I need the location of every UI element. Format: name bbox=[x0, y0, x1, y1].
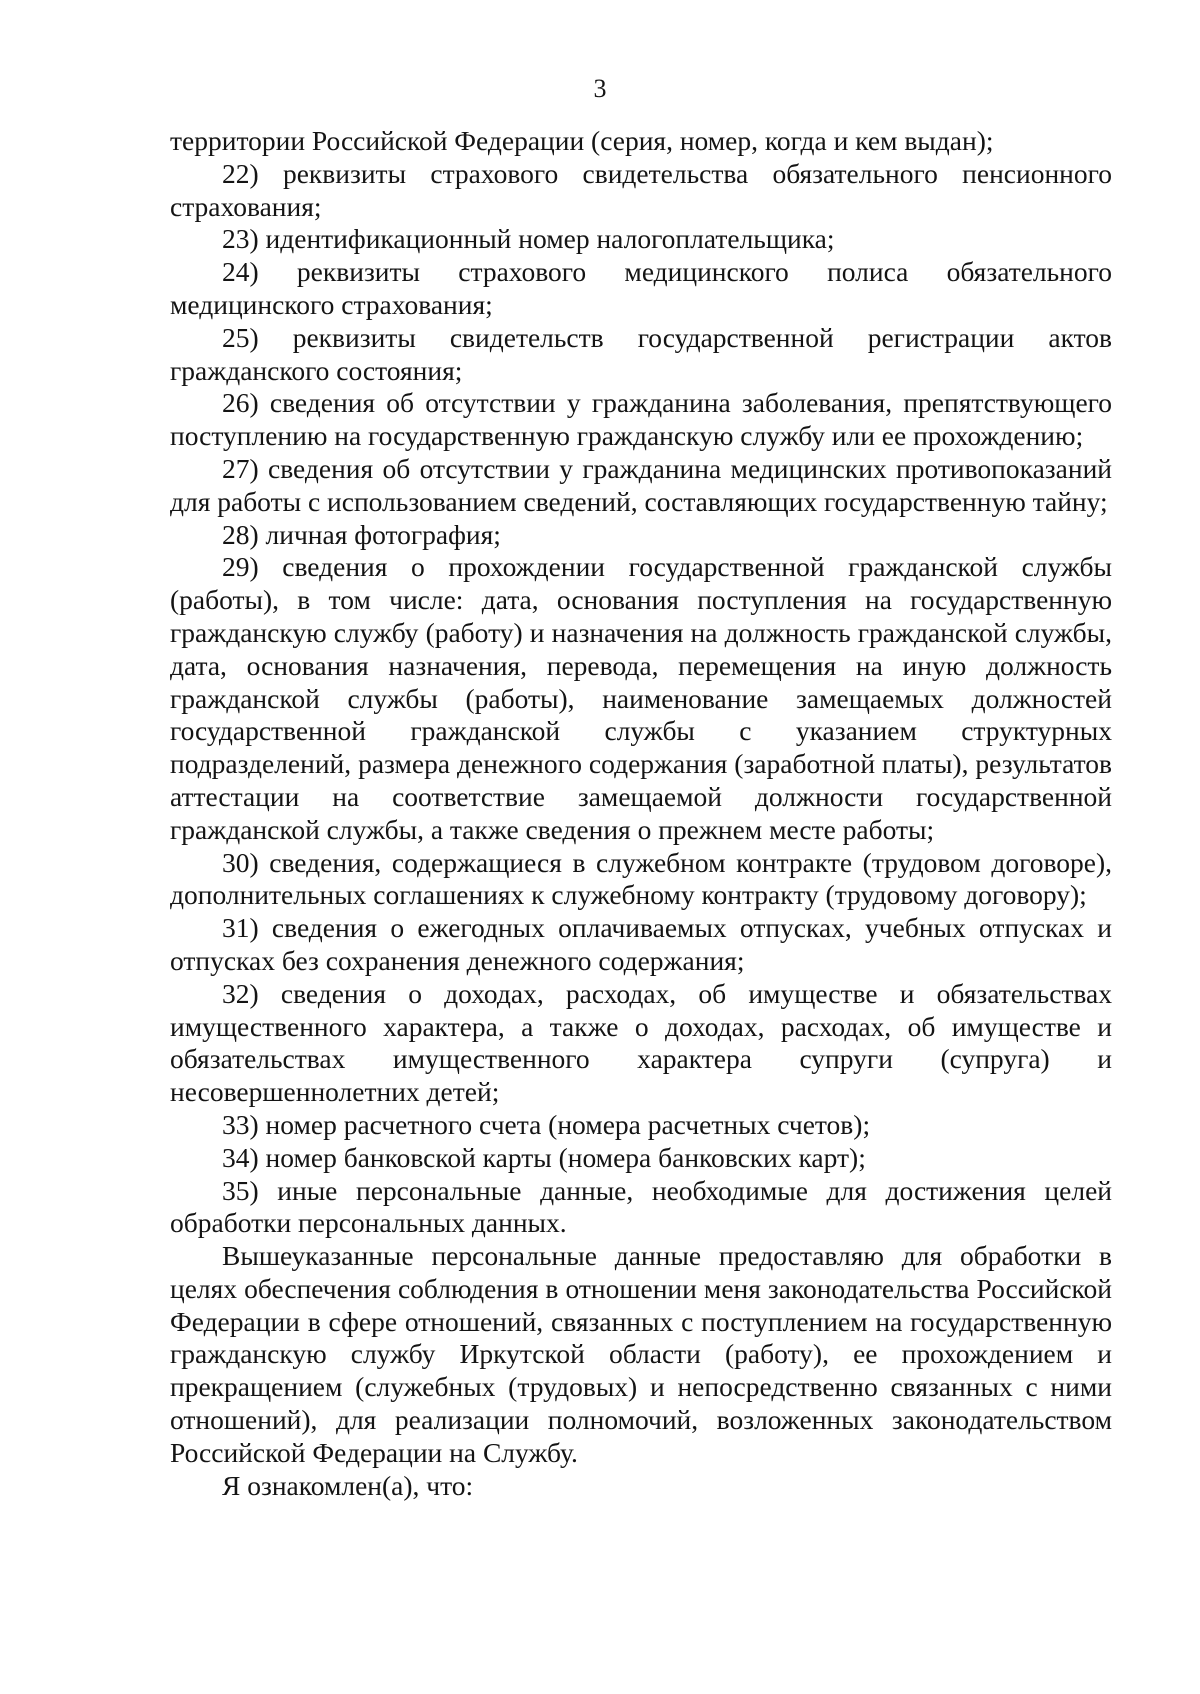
list-item-27: 27) сведения об отсутствии у гражданина медицинских противопоказаний для работы с использованием сведений, составляющих государственную тайну; bbox=[170, 452, 1112, 517]
list-item-31: 31) сведения о ежегодных оплачиваемых отпусках, учебных отпусках и отпусках без сохранения денежного содержания; bbox=[170, 912, 1112, 976]
paragraph-acknowledgement: Я ознакомлен(а), что: bbox=[222, 1469, 474, 1501]
paragraph-consent-purpose: Вышеуказанные персональные данные предоставляю для обработки в целях обеспечения соблюдения в отношении меня законодательства Российской Федерации в сфере отношений, связанных с поступлением на государственную гражданскую службу Иркутской области (работу), ее прохождением и прекращением (служебных (трудовых) и непосредственно связанных с ними отношений), для реализации полномочий, возложенных законодательством Российской Федерации на Службу. bbox=[170, 1240, 1112, 1468]
list-item-29: 29) сведения о прохождении государственной гражданской службы (работы), в том числе: дата, основания поступления на государственную гражданскую службу (работу) и назначения на должность гражданской службы, дата, основания назначения, перевода, перемещения на иную должность гражданской службы (работы), наименование замещаемых должностей государственной гражданской службы с указанием структурных подразделений, размера денежного содержания (заработной платы), результатов аттестации на соответствие замещаемой должности государственной гражданской службы, а также сведения о прежнем месте работы; bbox=[170, 551, 1112, 845]
list-item-22: 22) реквизиты страхового свидетельства обязательного пенсионного страхования; bbox=[170, 157, 1112, 222]
list-item-30: 30) сведения, содержащиеся в служебном контракте (трудовом договоре), дополнительных соглашениях к служебному контракту (трудовому договору); bbox=[170, 846, 1112, 911]
list-item-23: 23) идентификационный номер налогоплательщика; bbox=[222, 223, 835, 255]
list-item-28: 28) личная фотография; bbox=[222, 518, 501, 550]
list-item-25: 25) реквизиты свидетельств государственной регистрации актов гражданского состояния; bbox=[170, 321, 1112, 386]
document-body bbox=[170, 125, 1112, 1502]
paragraph-continuation: территории Российской Федерации (серия, номер, когда и кем выдан); bbox=[170, 125, 994, 156]
page-number: 3 bbox=[593, 74, 607, 103]
list-item-35: 35) иные персональные данные, необходимые для достижения целей обработки персональных данных. bbox=[170, 1174, 1112, 1239]
list-item-26: 26) сведения об отсутствии у гражданина заболевания, препятствующего поступлению на государственную гражданскую службу или ее прохождению; bbox=[170, 387, 1112, 452]
list-item-24: 24) реквизиты страхового медицинского полиса обязательного медицинского страхования; bbox=[170, 256, 1112, 320]
list-item-33: 33) номер расчетного счета (номера расчетных счетов); bbox=[222, 1108, 871, 1140]
list-item-34: 34) номер банковской карты (номера банковских карт); bbox=[222, 1141, 866, 1173]
list-item-32: 32) сведения о доходах, расходах, об имуществе и обязательствах имущественного характера, а также о доходах, расходах, об имуществе и обязательствах имущественного характера супруги (супруга) и несовершеннолетних детей; bbox=[170, 977, 1112, 1108]
